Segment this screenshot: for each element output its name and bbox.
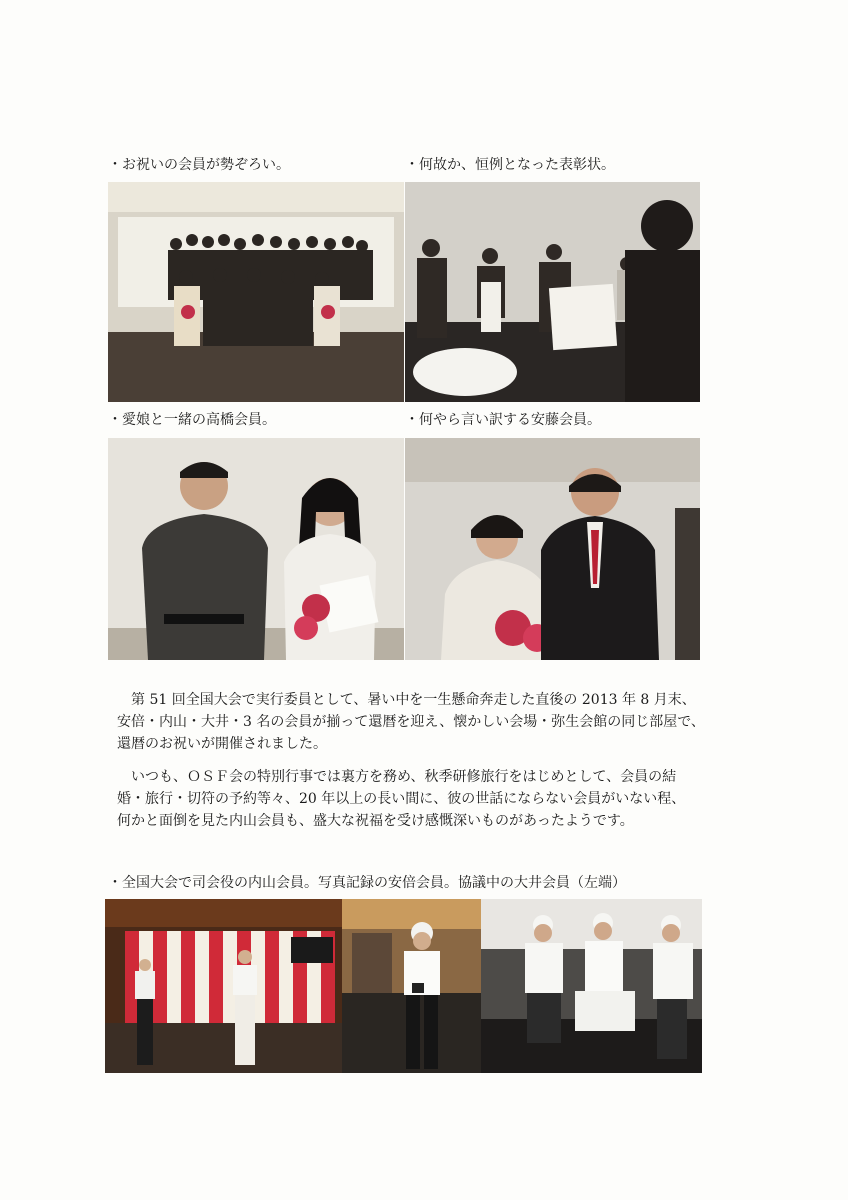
speech-photo [405,438,700,660]
event-host-photo [105,899,342,1073]
award-photo [405,182,700,402]
paragraph-line: 第 51 回全国大会で実行委員として、暑い中を一生懸命奔走した直後の 2013 年 8 月末、 [131,692,696,708]
caption-speech-photo: ・何やら言い訳する安藤会員。 [405,412,601,428]
meeting-photo [481,899,702,1073]
caption-father-daughter-photo: ・愛娘と一緒の高橋会員。 [108,412,276,428]
paragraph-uchiyama [117,766,727,832]
group-photo [108,182,404,402]
paragraph-celebration [117,689,727,755]
father-daughter-photo [108,438,404,660]
paragraph-line: 安倍・内山・大井・3 名の会員が揃って還暦を迎え、懐かしい会場・弥生会館の同じ部屋で、 [117,714,705,730]
caption-convention-photos: ・全国大会で司会役の内山会員。写真記録の安倍会員。協議中の大井会員（左端） [108,875,626,891]
caption-group-photo: ・お祝いの会員が勢ぞろい。 [108,157,290,173]
photographer-photo [342,899,481,1073]
paragraph-line: 婚・旅行・切符の予約等々、20 年以上の長い間に、彼の世話にならない会員がいない程、 [117,791,686,807]
paragraph-line: いつも、ＯＳＦ会の特別行事では裏方を務め、秋季研修旅行をはじめとして、会員の結 [131,769,677,785]
paragraph-line: 還暦のお祝いが開催されました。 [117,736,327,752]
paragraph-line: 何かと面倒を見た内山会員も、盛大な祝福を受け感慨深いものがあったようです。 [117,813,634,829]
caption-award-photo: ・何故か、恒例となった表彰状。 [405,157,615,173]
